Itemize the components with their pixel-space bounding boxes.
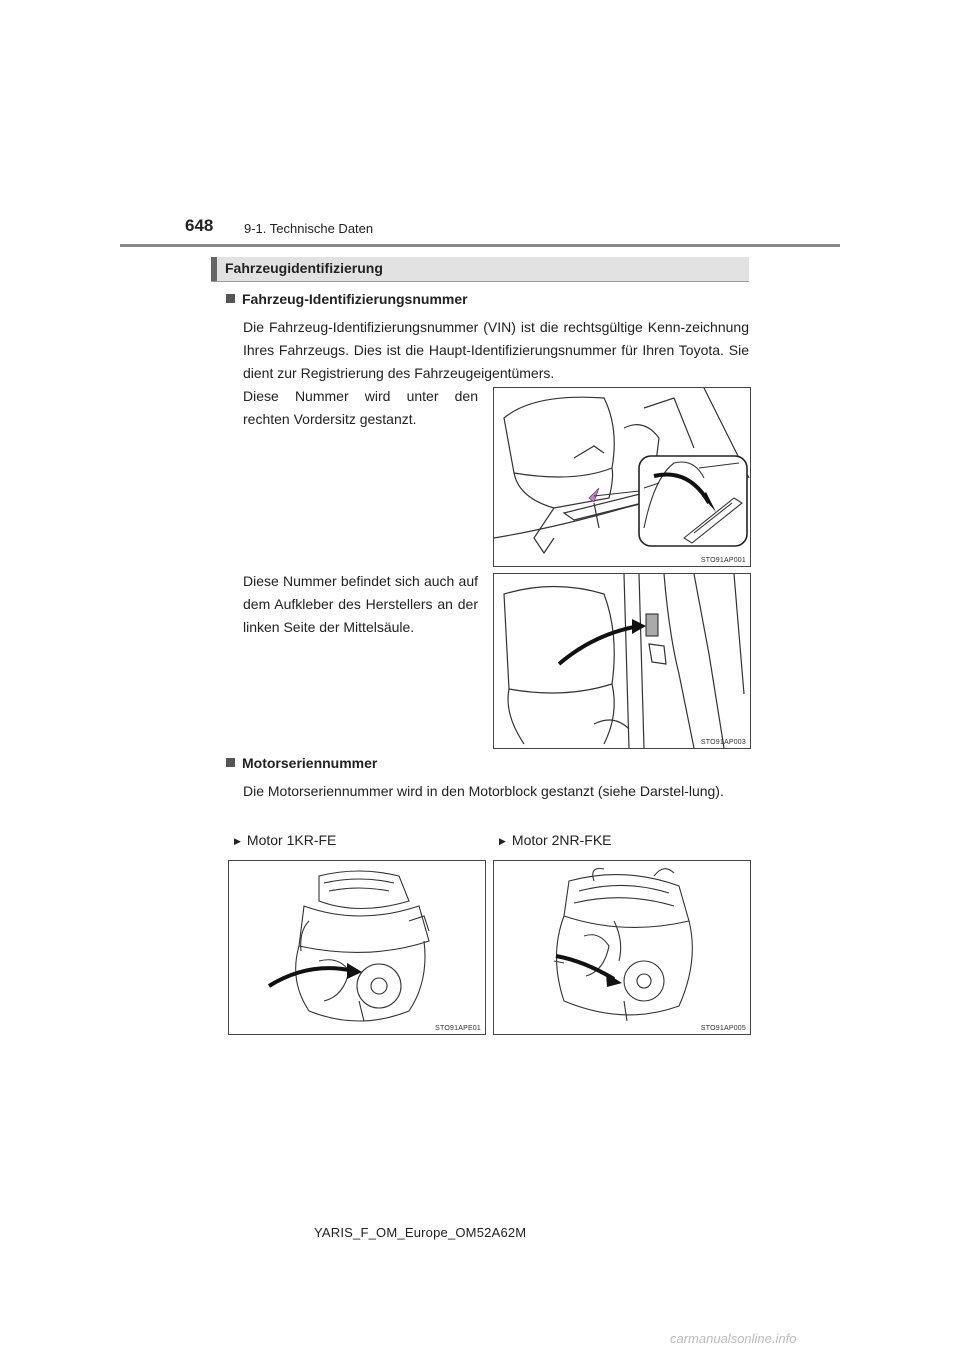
watermark: carmanualsonline.info <box>670 1331 797 1346</box>
square-bullet-icon <box>226 758 235 767</box>
motor-label-left <box>234 832 336 848</box>
figure-code: STO91AP003 <box>700 739 746 746</box>
engine-1kr-illustration <box>229 861 485 1034</box>
engine-title: Motorseriennummer <box>242 755 378 771</box>
figure-code: STO91AP001 <box>700 557 746 564</box>
page-number: 648 <box>185 216 214 235</box>
figure-code: STO91APE01 <box>435 1025 481 1032</box>
motor-name: Motor 2NR-FKE <box>511 832 612 848</box>
square-bullet-icon <box>226 294 235 303</box>
seat-floor-illustration <box>494 388 750 566</box>
figure-engine-1kr <box>228 860 486 1035</box>
vin-location-2: Diese Nummer befindet sich auch auf dem Aufkleber des Herstellers an der linken Seite der Mittelsäule. <box>243 573 478 635</box>
vin-subheading <box>226 291 468 307</box>
vin-title: Fahrzeug-Identifizierungsnummer <box>242 291 468 307</box>
section-title: 9-1. Technische Daten <box>244 221 374 236</box>
vin-paragraph: Die Fahrzeug-Identifizierungsnummer (VIN) ist die rechtsgültige Kenn-zeichnung Ihres Fahrzeugs. Dies ist die Haupt-Identifizierungsnummer für Ihren Toyota. Sie dient zur Registrierung des Fahrzeugeigentümers. <box>243 319 749 381</box>
figure-seat-floor <box>493 387 751 567</box>
header-rule <box>120 244 840 247</box>
motor-label-right <box>499 832 612 848</box>
triangle-bullet-icon: ▶ <box>234 836 241 846</box>
heading-accent <box>211 257 217 281</box>
figure-center-pillar <box>493 573 751 749</box>
engine-2nr-illustration <box>494 861 750 1034</box>
figure-code: STO91AP005 <box>700 1025 746 1032</box>
engine-subheading <box>226 755 377 771</box>
pillar-illustration <box>494 574 750 748</box>
section-heading-bar <box>211 257 749 282</box>
footer-document-id: YARIS_F_OM_Europe_OM52A62M <box>314 1225 527 1240</box>
section-heading: Fahrzeugidentifizierung <box>225 260 383 276</box>
triangle-bullet-icon: ▶ <box>499 836 506 846</box>
vin-location-1: Diese Nummer wird unter den rechten Vordersitz gestanzt. <box>243 388 478 427</box>
engine-paragraph: Die Motorseriennummer wird in den Motorblock gestanzt (siehe Darstel-lung). <box>243 783 724 799</box>
figure-engine-2nr <box>493 860 751 1035</box>
motor-name: Motor 1KR-FE <box>246 832 337 848</box>
